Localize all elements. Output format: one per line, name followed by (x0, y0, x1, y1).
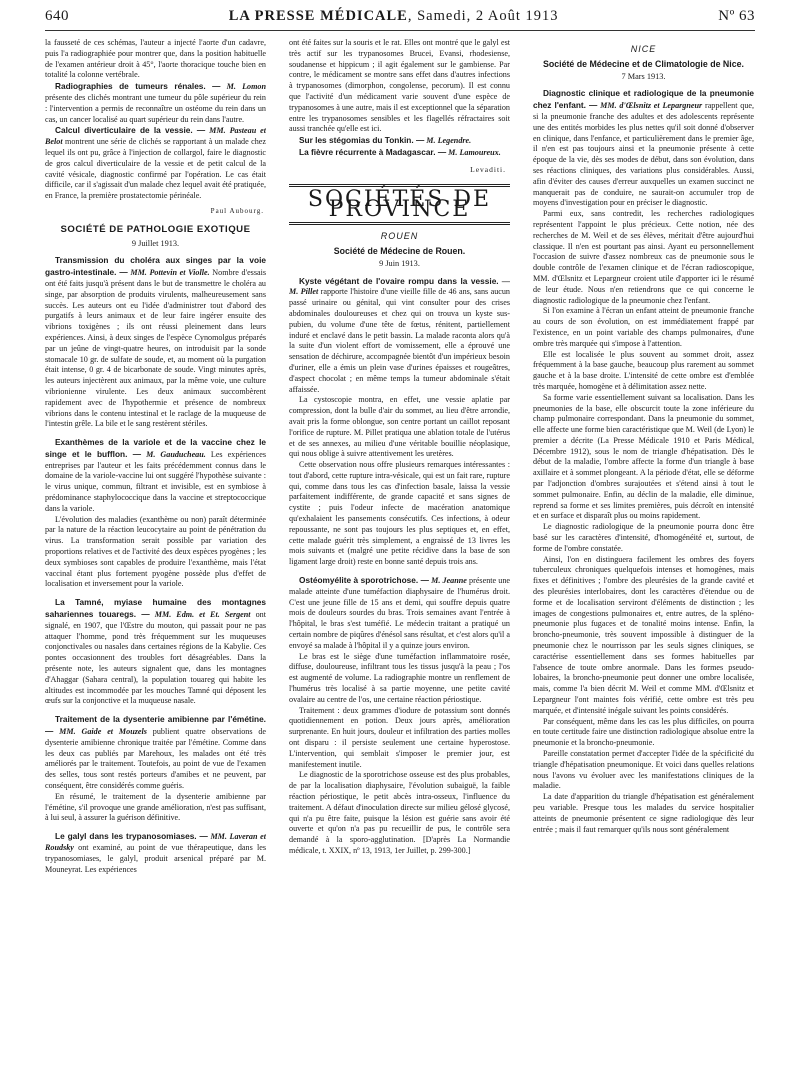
journal-name: LA PRESSE MÉDICALE (228, 8, 408, 24)
paragraph: Sa forme varie essentiellement suivant sa localisation. Dans les pneumonies de la base, elle obscurcit toute la zone inférieure du champ pulmonaire correspondant. Dans la pneumonie du sommet, elle affecte une forme bien caractéristique que M. Weil (de Lyon) le premier a décrite (La Presse Médicale 1910 et Paris Médical, Décembre 1912), sous le nom de triangle d'hépatisation. Dès le début de la maladie, l'ombre affecte la forme d'un triangle à base axillaire et à sommet plongeant. A la période d'état, elle se déforme par l'adjonction d'ombres surajoutées et s'étend ainsi à tout le sommet pulmonaire. Enfin, au déclin de la maladie, elle diminue, reprend sa forme et ses limites premières, puis décroît en intensité et en surface et disparaît plus ou moins rapidement. (533, 392, 754, 521)
paragraph: Pareille constatation permet d'accepter l'idée de la spécificité du triangle d'hépatisation pneumonique. Et voici dans quelles relations nous l'avons vu évoluer avec les manifestations cliniques de la maladie. (533, 749, 754, 791)
article: Traitement de la dysenterie amibienne par l'émétine. — MM. Gaide et Mouzels publient quatre observations de dysenterie amibienne chronique traitée par l'émétine. Comme dans les deux cas publiés par Marehoux, les malades ont été très améliorés par le traitement. Toutefois, au point de vue de l'examen des selles, tous sont restés porteurs d'amibes et ne peuvent, par conséquent, être considérés comme guéris. (45, 714, 266, 790)
paragraph: ont été faites sur la souris et le rat. Elles ont montré que le galyl est très actif sur les trypanosomes Brucei, Evansi, rhodesiense, soudanense et hippicum ; il agit également sur le gambiense. Par contre, le médicament se montre sans effet dans d'autres infections à trypanosomes (dimorphon, congolense, pecorum). Il est connu que l'activité d'un médicament varie souvent d'une espèce de trypanosomes à une autre, mais il est exceptionnel que la séparation entre les trypanosomes sensibles et les flagellés réfractaires soit aussi tranchée qu'elle est ici. (289, 38, 510, 134)
city-title: NICE (630, 44, 657, 54)
paragraph: La date d'apparition du triangle d'hépatisation est généralement peu variable. Presque tous les malades du service hospitalier atteints de pneumonie présentent ce signe radiologique dès leur entrée ; mais il faut remarquer qu'ils nous sont généralement (533, 792, 754, 834)
paragraph: Par conséquent, même dans les cas les plus difficiles, on pourra en toute certitude faire une distinction radiologique absolue entre la pneumonie et la broncho-pneumonie. (533, 716, 754, 748)
paragraph: Le bras est le siège d'une tuméfaction inflammatoire rosée, diffuse, douloureuse, infiltrant tous les tissus jusqu'à la peau ; l'os est augmenté de volume. La radiographie montre un renflement de l'humérus très localisé à sa partie moyenne, une petite cavité ovalaire au centre de l'os, une certaine réaction périostique. (289, 651, 510, 704)
column-2 (289, 38, 510, 1073)
paragraph: La cystoscopie montra, en effet, une vessie aplatie par compression, dont la bulle d'air du sommet, au lieu d'être arrondie, avait pris la forme oblongue, son centre portant un caillot reposant l'orifice de rupture. M. Pillet pratiqua une ablation totale de l'utérus et de ses annexes, au milieu d'une véritable bouillie néoplasique, qui nous oblige à suivre attentivement les uretères. (289, 395, 510, 459)
city-title: ROUEN (380, 231, 419, 242)
paragraph: L'évolution des maladies (exanthème ou non) paraît déterminée par la nature de la réaction leucocytaire au point de pénétration du virus. La transformation serait possible par variation des proportions relatives et de l'activité des deux espèces pyogènes ; les deux symbioses sont capables de produire l'exanthème, mais l'état vaccinal étant plus fortement pyogène possède plus d'effet de localisation et inversement pour la variole. (45, 514, 266, 589)
page-number: 640 (45, 8, 69, 24)
society-name: Société de Médecine de Rouen. (333, 245, 466, 256)
society-name: Société de Médecine et de Climatologie de Nice. (543, 58, 744, 69)
section-title: SOCIÉTÉS DE PROVINCE (289, 184, 510, 226)
paragraph: Le diagnostic de la sporotrichose osseuse est des plus probables, de par la localisation diaphysaire, l'évolution subaiguë, la faible réaction périostique, le petit abcès intra-osseux, l'influence du traitement. A défaut d'inoculation directe sur milieu gélosé glycosé, qui n'a pu être faite, puisque la lésion est guérie sans avoir été ouverte et qu'on n'a pas pu recueillir de pus, le contrôle sera demandé à la sporo-agglutination. [D'après La Normandie médicale, t. XXIX, nº 13, 1913, 1er Juillet, p. 299-300.] (289, 770, 510, 855)
journal-title (229, 8, 559, 25)
article: Diagnostic clinique et radiologique de la pneumonie chez l'enfant. — MM. d'Œlsnitz et Lepargneur rappellent que, si la pneumonie franche des adultes et des adolescents représente une des entités morbides les plus nettes qu'il soit donné d'observer en clinique, dans l'enfance, et particulièrement dans le premier âge, il n'en est pas toujours ainsi et la pneumonie présente à cette époque de la vie, dès ses modes de début, dans son évolution, dans ses réactions cliniques, des variations plus considérables. Aussi, afin d'éviter des causes d'erreur auxquelles un examen succinct ne manquerait pas de conduire, ne saurait-on accumuler trop de moyens d'investigation pour en préciser le diagnostic. (533, 88, 754, 208)
article: Calcul diverticulaire de la vessie. — MM. Pasteau et Belot montrent une série de clichés se rapportant à un malade chez lequel ils ont pu, grâce à l'injection de collargol, faire le diagnostic de gros calcul diverticulaire de la vessie et de petit calcul de la cavité vésicale, diagnostic confirmé par l'opération. Le cas était difficile, car il s'agissait d'un malade chez lequel avait été pratiquée, en France, la première prostatectomie périnéale. (45, 125, 266, 201)
session-date: 9 Juin 1913. (379, 258, 420, 268)
signature: Paul Aubourg. (210, 206, 264, 215)
column-3 (533, 38, 754, 1073)
society-title: SOCIÉTÉ DE PATHOLOGIE EXOTIQUE (60, 223, 251, 235)
article: La fièvre récurrente à Madagascar. — M. Lamoureux. (299, 146, 501, 157)
article: Radiographies de tumeurs rénales. — M. Lomon présente des clichés montrant une tumeur du pôle supérieur du rein : l'intervention a permis de reconnaître un ostéome du rein dans un cas, un cancer localisé au quart supérieur du rein dans l'autre. (45, 81, 266, 124)
article: Exanthèmes de la variole et de la vaccine chez le singe et le bufflon. — M. Gauducheau. Les expériences entreprises par l'auteur et les faits précédemment connus dans le domaine de la variole-vaccine lui ont suggéré l'hypothèse suivante : le virus unique, commun, filtrant et invisible, est en symbiose à prédominance staphylococcique dans la vaccine et streptococcique dans la variole. (45, 437, 266, 513)
article: Transmission du choléra aux singes par la voie gastro-intestinale. — MM. Pottevin et Violle. Nombre d'essais ont été faits jusqu'à présent dans le but de transmettre le choléra au singe, par absorption de produits virulents, malheureusement sans succès. Les auteurs ont eu l'idée d'administrer tout d'abord des purgatifs à leurs animaux et de leur faire ingérer ensuite des vibrions toxigènes ; ils ont réussi pleinement dans leurs expériences. Ainsi, à deux singes de l'espèce Cynomolgus préparés par un jeûne de vingt-quatre heures, on introduisit par la sonde stomacale 10 gr. de sulfate de soude, et, au moment où la purgation était intense, 0 gr. 4 de bicarbonate de soude. Vingt minutes après, les auteurs injectèrent aux animaux, par la même voie, une culture vibrionienne virulente. Les deux animaux succombèrent rapidement avec de l'hypothermie et présence de nombreux vibrions dans le contenu intestinal et le raclage de la muqueuse de l'intestin grêle. La bile et le sang restèrent stériles. (45, 255, 266, 429)
issue-date: , Samedi, 2 Août 1913 (407, 8, 559, 24)
article: Ostéomyélite à sporotrichose. — M. Jeanne présente une malade atteinte d'une tuméfaction diaphysaire de l'humérus droit. C'est une jeune fille de 15 ans et demi, qui souffre depuis quatre mois de douleurs sourdes du bras. Trois semaines avant l'entrée à l'hôpital, le bras s'est tuméfié. Le médecin traitant a pratiqué un certain nombre de piqûres d'énésol sans résultat, et c'est alors qu'il a envoyé sa malade à l'hôpital il y a quinze jours environ. (289, 575, 510, 650)
issue-number: Nº 63 (718, 8, 755, 24)
column-1 (45, 38, 266, 1073)
paragraph: Traitement : deux grammes d'iodure de potassium sont donnés quotidiennement en potion. Deux jours après, amélioration surprenante. En huit jours, douleur et infiltration des parties molles ont disparu : il persiste seulement une certaine hyperostose. L'intervention, qui semblait s'imposer le premier jour, est manifestement inutile. (289, 705, 510, 769)
header-rule (45, 30, 755, 31)
session-date: 7 Mars 1913. (621, 71, 666, 81)
signature: Levaditi. (470, 164, 506, 174)
page-header (45, 8, 755, 30)
paragraph: Parmi eux, sans contredit, les recherches radiologiques représentent l'appoint le plus précieux. Cette notion, née des recherches de M. Weil et de ses élèves, méritait d'être aujourd'hui classique. Il n'en est pourtant pas ainsi. Ayant eu personnellement l'occasion de suivre d'assez nombreux cas de pneumonie sous le double contrôle de l'examen clinique et de l'écran radioscopique, MM. d'Œlsnitz et Lepargneur croient utile d'apporter ici le résumé de leur étude. Nous n'en retiendrons que ce qui concerne le diagnostic radiologique de la pneumonie chez l'enfant. (533, 209, 754, 305)
article: Kyste végétant de l'ovaire rompu dans la vessie. — M. Pillet rapporte l'histoire d'une vieille fille de 46 ans, sans aucun passé urinaire ou génital, qui vint consulter pour des crises abdominales douloureuses et chez qui on trouva un kyste sus-pubien, du volume d'une tête de fœtus, rénitent, partiellement induré et enclavé dans le petit bassin. La malade raconta alors qu'à la suite d'un violent effort de vomissement, elle a éprouvé une sensation de déchirure, accompagnée bientôt d'un impérieux besoin d'uriner, elle a émis un plein vase d'urines épaisses et rougeâtres, d'aspect chocolat ; en même temps la tumeur abdominale s'était affaissée. (289, 275, 510, 394)
paragraph: la fausseté de ces schémas, l'auteur a injecté l'aorte d'un cadavre, puis l'a radiographiée pour montrer que, dans la position habituelle de l'examen antérieur droit à 45°, l'aorte thoracique touche bien en totalité la colonne vertébrale. (45, 38, 266, 80)
paragraph: Cette observation nous offre plusieurs remarques intéressantes : tout d'abord, cette rupture intra-vésicale, qui est un fait rare, rupture qui, comme dans tous les cas d'infection basale, laissa la vessie parfaitement indifférente, de grande capacité et sans signes de cystite ; puis l'odeur infecte de macération anatomique qu'exhalaient les pansements consécutifs. Ces infections, à odeur repoussante, ne sont pas toujours les plus septiques et, en effet, cette malade guérit très simplement, a engraissé de 13 livres les mois suivants et (malgré une petite récidive dans la base de son ligament large droit) reste en bonne santé depuis trois ans. (289, 460, 510, 567)
article: La Tamné, myiase humaine des montagnes sahariennes touaregs. — MM. Edm. et Et. Sergent ont signalé, en 1907, que l'Œstre du mouton, qui passait pour ne pas attaquer l'homme, pond très fréquemment sur les muqueuses conjonctivales ou nasales dans certaines régions de la Kabylie. Ces pontes occasionnent des troubles fort désagréables. Dans la présente note, les auteurs signalent que, dans les montagnes d'Ahaggar (Sahara central), la population touareg qui habite les altitudes est incommodée par les mouches Tamné qui déposent les œufs sur la conjonctive et la muqueuse nasale. (45, 597, 266, 706)
article: Le galyl dans les trypanosomiases. — MM. Laveran et Roudsky ont examiné, au point de vue thérapeutique, dans les trypanosomiases, le galyl, produit arsenical préparé par M. Mouneyrat. Les expériences (45, 831, 266, 874)
article: Sur les stégomias du Tonkin. — M. Legendre. (299, 135, 472, 146)
paragraph: Elle est localisée le plus souvent au sommet droit, assez fréquemment à la base gauche, beaucoup plus rarement au sommet gauche et à la base droite. L'intensité de cette ombre est d'emblée très marquée, homogène et à délimitation assez nette. (533, 349, 754, 391)
paragraph: Si l'on examine à l'écran un enfant atteint de pneumonie franche au cours de son évolution, on est immédiatement frappé par l'existence, en un point variable des champs pulmonaires, d'une ombre très marquée qui s'impose à l'attention. (533, 306, 754, 348)
session-date: 9 Juillet 1913. (131, 238, 180, 248)
paragraph: En résumé, le traitement de la dysenterie amibienne par l'émétine, s'il provoque une grande amélioration, n'est pas suffisant, à lui seul, à assurer la guérison définitive. (45, 791, 266, 823)
paragraph: Ainsi, l'on en distinguera facilement les ombres des foyers tuberculeux chroniques quelquefois intenses et homogènes, mais fixes et définitives ; l'ombre des pleurésies de la grande cavité et des pleurésies interlobaires, dont les caractères d'étendue ou de forme et de localisation serviront d'éléments de distinction ; les images de congestions pulmonaires et, entre autres, de la spléno-pneumonie plus fugaces et de tonalité moins intense. Enfin, la broncho-pneumonie, très souvent impossible à distinguer de la pneumonie chez le nourrisson par les seuls signes cliniques, se caractérise essentiellement dans ses formes habituelles par l'absence de toute ombre anormale. Dans les formes pseudo-lobaires, la broncho-pneumonie peut donner une ombre localisée, mais, comme l'a bien décrit M. Weil et comme MM. d'Œlsnitz et Lepargneur l'ont maintes fois vérifié, cette ombre est très peu marquée, et d'intensité inégale suivant les points considérés. (533, 554, 754, 715)
paragraph: Le diagnostic radiologique de la pneumonie pourra donc être basé sur les caractères d'intensité, d'homogénéité et, surtout, de forme de l'ombre constatée. (533, 522, 754, 553)
